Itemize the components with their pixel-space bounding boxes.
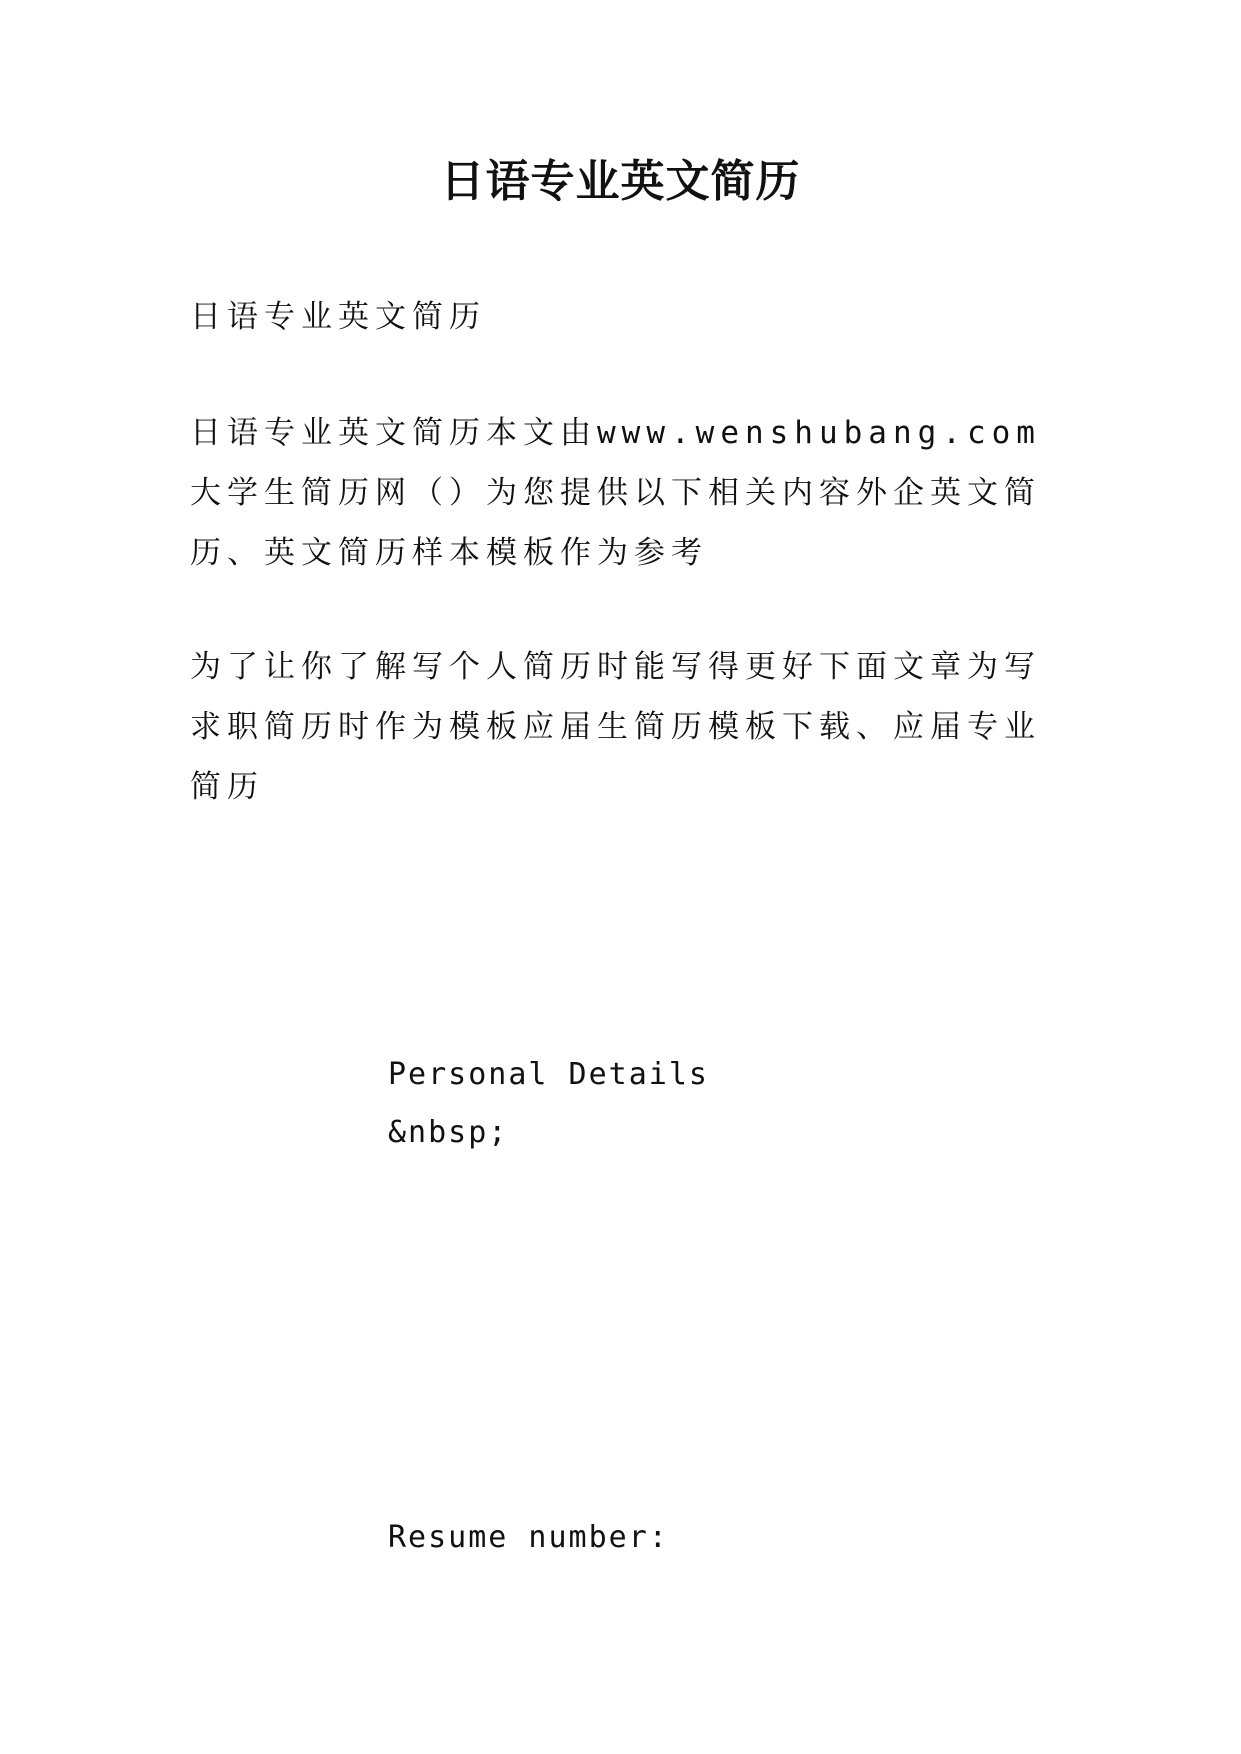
intro-heading-paragraph: 日语专业英文简历 [190, 299, 486, 335]
source-paragraph: 日语专业英文简历本文由www.wenshubang.com大学生简历网（）为您提供以下相关内容外企英文简历、英文简历样本模板作为参考 [190, 415, 1041, 571]
purpose-paragraph: 为了让你了解写个人简历时能写得更好下面文章为写求职简历时作为模板应届生简历模板下载、应届专业简历 [190, 649, 1041, 805]
document-title: 日语专业英文简历 [440, 156, 801, 207]
nbsp-text-line: &nbsp; [388, 1115, 509, 1150]
personal-details-heading: Personal Details [388, 1057, 709, 1092]
resume-number-label: Resume number: [388, 1520, 669, 1555]
